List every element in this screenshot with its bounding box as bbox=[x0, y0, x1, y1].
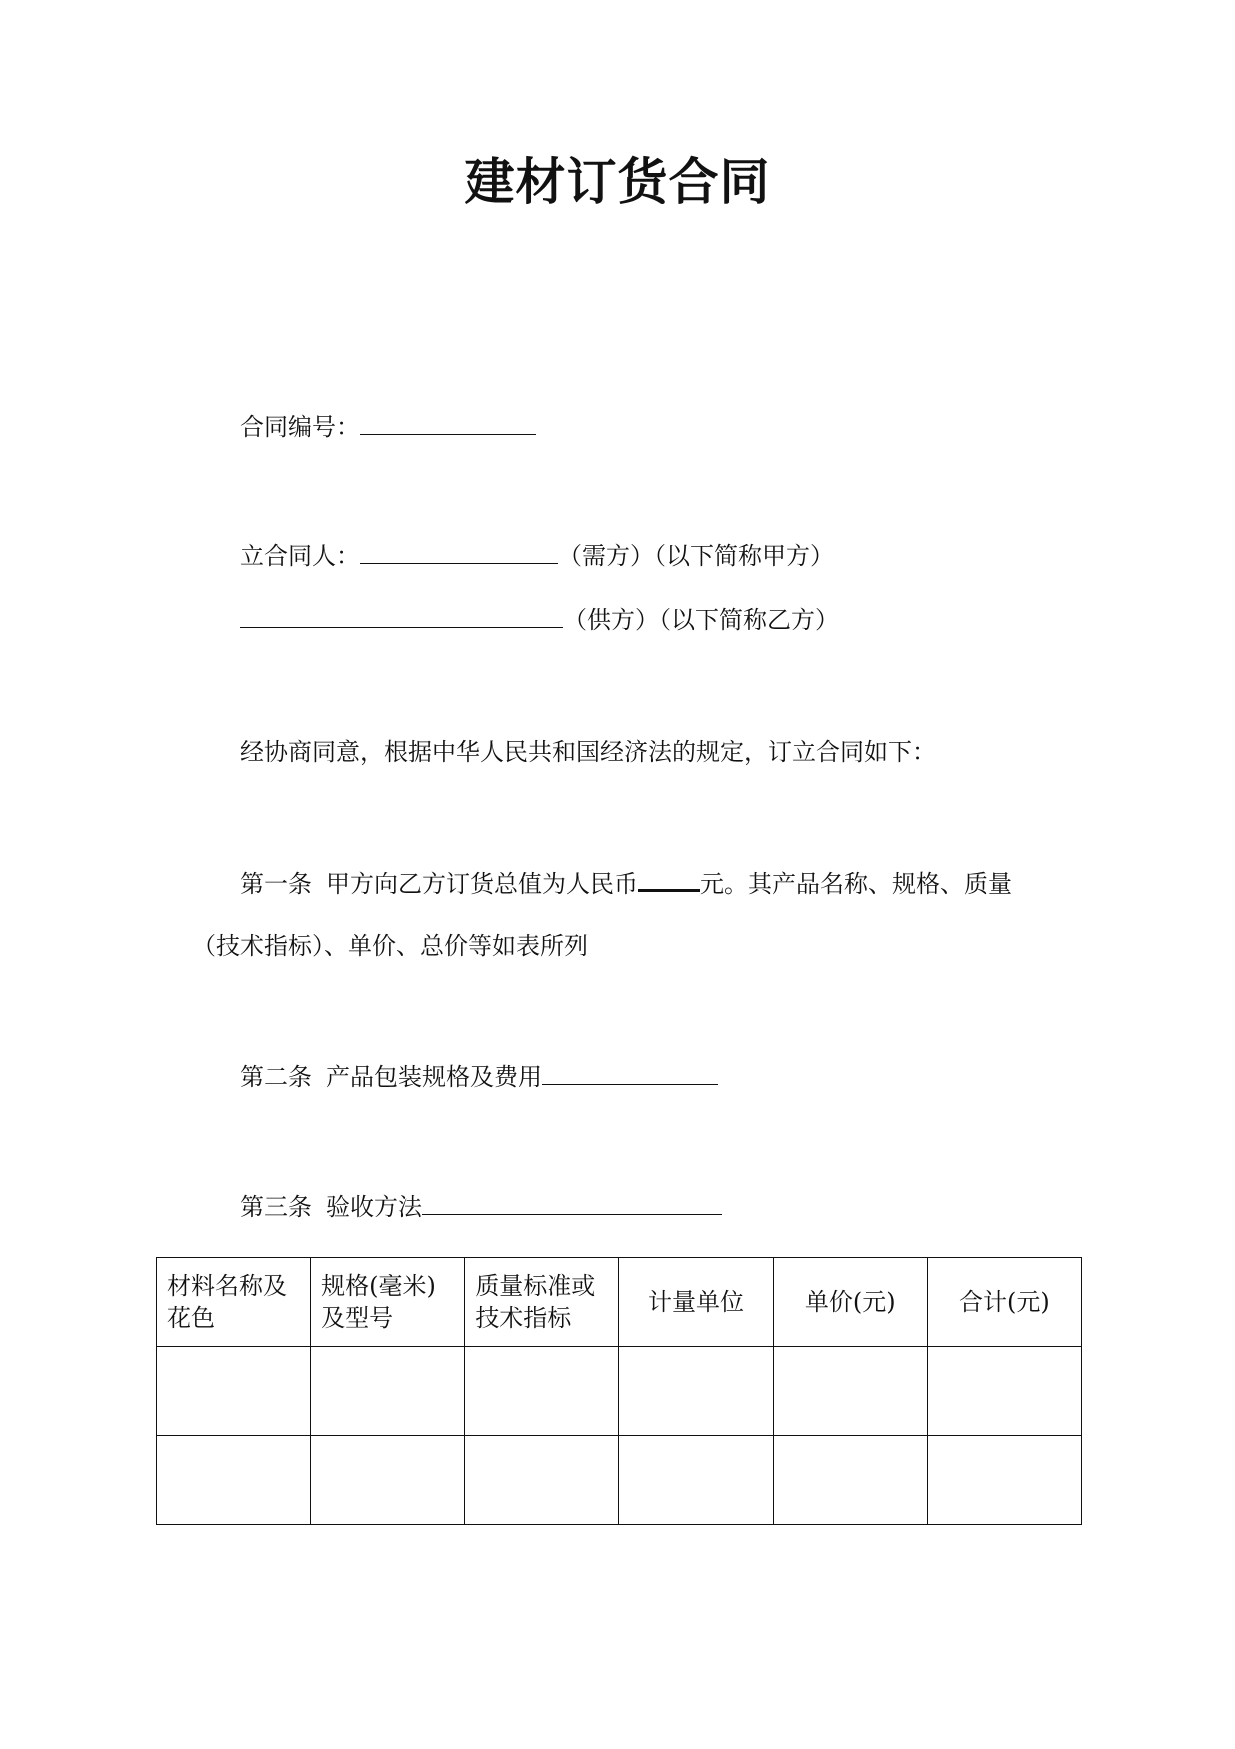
table-cell[interactable] bbox=[157, 1436, 311, 1525]
contract-number-label: 合同编号： bbox=[240, 413, 360, 441]
table-row bbox=[157, 1347, 1082, 1436]
table-header-row bbox=[157, 1258, 1082, 1347]
table-cell[interactable] bbox=[465, 1436, 619, 1525]
buyer-party-line bbox=[240, 539, 834, 573]
article-3-number: 第三条 bbox=[240, 1193, 312, 1221]
header-total: 合计(元) bbox=[927, 1258, 1081, 1347]
document-title: 建材订货合同 bbox=[464, 153, 771, 211]
total-amount-blank[interactable] bbox=[638, 865, 700, 892]
article-3-line bbox=[240, 1190, 722, 1224]
article-3-text: 验收方法 bbox=[326, 1193, 422, 1221]
product-spec-table bbox=[156, 1257, 1082, 1525]
table-cell[interactable] bbox=[311, 1436, 465, 1525]
buyer-name-blank[interactable] bbox=[360, 539, 558, 564]
article-1-number: 第一条 bbox=[240, 870, 312, 898]
intro-paragraph: 经协商同意，根据中华人民共和国经济法的规定，订立合同如下： bbox=[240, 738, 936, 766]
header-quality-standard: 质量标准或技术指标 bbox=[465, 1258, 619, 1347]
table-cell[interactable] bbox=[927, 1436, 1081, 1525]
seller-suffix: （供方）（以下简称乙方） bbox=[563, 606, 839, 634]
table-row bbox=[157, 1436, 1082, 1525]
article-2-number: 第二条 bbox=[240, 1063, 312, 1091]
acceptance-method-blank[interactable] bbox=[422, 1190, 722, 1215]
table-cell[interactable] bbox=[773, 1347, 927, 1436]
article-2-text: 产品包装规格及费用 bbox=[326, 1063, 542, 1091]
buyer-suffix: （需方）（以下简称甲方） bbox=[558, 542, 834, 570]
packaging-blank[interactable] bbox=[542, 1060, 718, 1085]
header-material-name: 材料名称及花色 bbox=[157, 1258, 311, 1347]
article-1-continuation: （技术指标）、单价、总价等如表所列 bbox=[192, 932, 588, 960]
contract-number-line bbox=[240, 410, 536, 444]
table-cell[interactable] bbox=[773, 1436, 927, 1525]
seller-name-blank[interactable] bbox=[240, 603, 563, 628]
table-cell[interactable] bbox=[157, 1347, 311, 1436]
header-spec-model: 规格(毫米)及型号 bbox=[311, 1258, 465, 1347]
article-1-text-before: 甲方向乙方订货总值为人民币 bbox=[326, 870, 638, 898]
header-unit: 计量单位 bbox=[619, 1258, 773, 1347]
seller-party-line bbox=[240, 603, 839, 637]
article-2-line bbox=[240, 1060, 718, 1094]
header-unit-price: 单价(元) bbox=[773, 1258, 927, 1347]
table-cell[interactable] bbox=[619, 1347, 773, 1436]
table-cell[interactable] bbox=[311, 1347, 465, 1436]
contract-number-blank[interactable] bbox=[360, 410, 536, 435]
article-1-text-after: 元。其产品名称、规格、质量 bbox=[700, 870, 1012, 898]
table-cell[interactable] bbox=[619, 1436, 773, 1525]
article-1-line bbox=[240, 865, 1012, 901]
parties-label: 立合同人： bbox=[240, 542, 360, 570]
table-cell[interactable] bbox=[465, 1347, 619, 1436]
table-cell[interactable] bbox=[927, 1347, 1081, 1436]
